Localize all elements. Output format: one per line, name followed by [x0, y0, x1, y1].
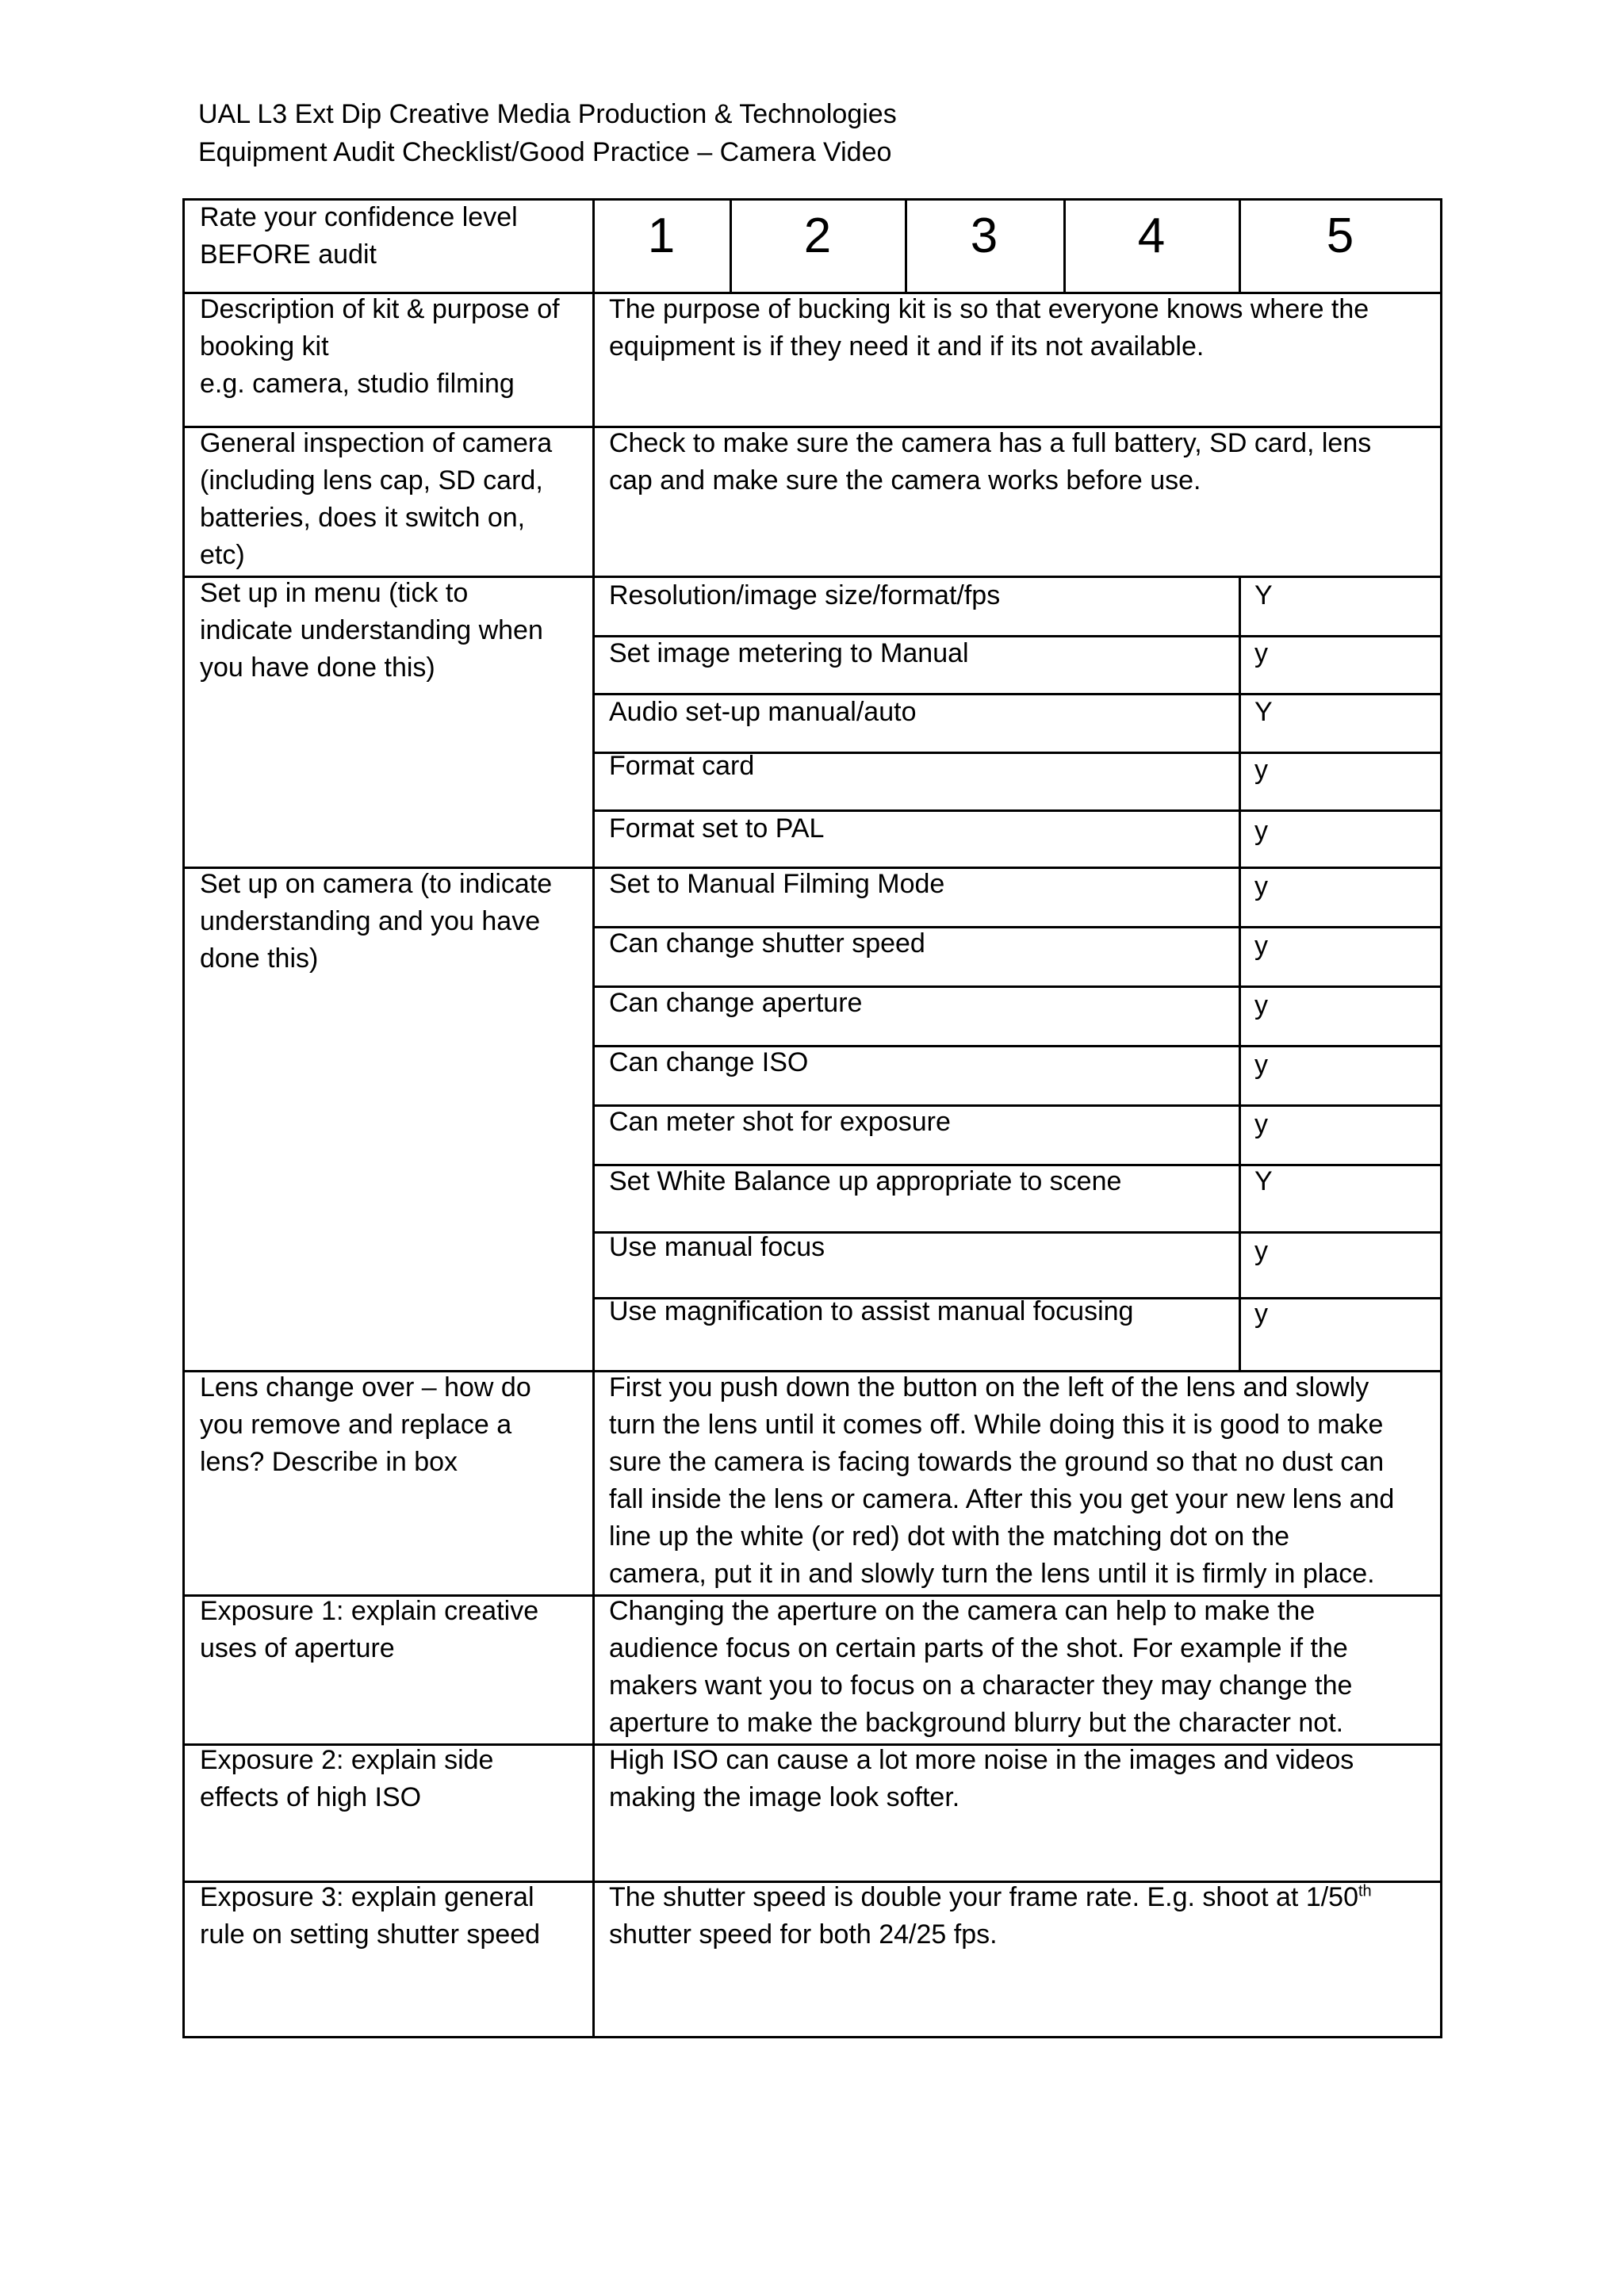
mark-column-divider: [1239, 576, 1241, 1370]
menu-task-mark[interactable]: y: [1254, 755, 1268, 785]
column-divider: [592, 198, 595, 2038]
camera-task-mark[interactable]: y: [1254, 1236, 1268, 1266]
camera-task: Can change aperture: [609, 988, 863, 1018]
course-title: UAL L3 Ext Dip Creative Media Production & Technologies: [198, 99, 897, 129]
exposure2-answer: High ISO can cause a lot more noise in the images and videos making the image look softer.: [609, 1745, 1354, 1812]
menu-task-mark[interactable]: Y: [1254, 697, 1273, 727]
rating-3[interactable]: 3: [970, 209, 998, 263]
lens-change-answer: First you push down the button on the left of the lens and slowly turn the lens until it comes off. While doing this it is good to make sure the camera is facing towards the ground so that no dust can fall inside the lens or camera. After this you get your new lens and line up the white (or red) dot with the matching dot on the camera, put it in and slowly turn the lens until it is firmly in place.: [609, 1372, 1395, 1589]
confidence-label: Rate your confidence level BEFORE audit: [200, 202, 518, 270]
camera-task: Use manual focus: [609, 1232, 825, 1262]
rating-divider: [1239, 198, 1241, 292]
camera-task-mark[interactable]: y: [1254, 1050, 1268, 1080]
menu-task-mark[interactable]: y: [1254, 638, 1268, 668]
exposure3-answer: The shutter speed is double your frame rate. E.g. shoot at 1/50th shutter speed for both 24/25 fps.: [609, 1882, 1372, 1950]
camera-task-mark[interactable]: Y: [1254, 1166, 1273, 1196]
document-header: [198, 95, 897, 171]
camera-task: Can meter shot for exposure: [609, 1107, 951, 1137]
document-title: Equipment Audit Checklist/Good Practice – Camera Video: [198, 137, 892, 167]
menu-task: Format set to PAL: [609, 813, 825, 844]
table-border-left: [182, 198, 185, 2038]
exposure3-label: Exposure 3: explain general rule on setting shutter speed: [200, 1882, 541, 1950]
rating-divider: [1063, 198, 1066, 292]
table-border-bottom: [182, 2036, 1442, 2038]
rating-4[interactable]: 4: [1137, 209, 1166, 263]
menu-setup-label: Set up in menu (tick to indicate understanding when you have done this): [200, 578, 543, 683]
rating-5[interactable]: 5: [1326, 209, 1354, 263]
exposure1-answer: Changing the aperture on the camera can help to make the audience focus on certain parts of the shot. For example if the makers want you to focus on a character they may change the aperture to make the background blurry but the character not.: [609, 1596, 1353, 1738]
exposure1-label: Exposure 1: explain creative uses of aperture: [200, 1596, 539, 1663]
camera-task: Set White Balance up appropriate to scene: [609, 1166, 1122, 1196]
camera-task-mark[interactable]: y: [1254, 990, 1268, 1020]
menu-task: Resolution/image size/format/fps: [609, 580, 1001, 610]
menu-task-mark[interactable]: Y: [1254, 580, 1273, 610]
menu-task: Set image metering to Manual: [609, 638, 969, 668]
rating-2[interactable]: 2: [803, 209, 832, 263]
table-border-right: [1440, 198, 1442, 2038]
menu-task-mark[interactable]: y: [1254, 816, 1268, 846]
description-answer: The purpose of bucking kit is so that everyone knows where the equipment is if they need it and if its not available.: [609, 294, 1369, 362]
camera-task-mark[interactable]: y: [1254, 1299, 1268, 1329]
camera-task: Can change shutter speed: [609, 928, 925, 959]
rating-divider: [905, 198, 907, 292]
lens-change-label: Lens change over – how do you remove and replace a lens? Describe in box: [200, 1372, 531, 1477]
inspection-answer: Check to make sure the camera has a full battery, SD card, lens cap and make sure the camera works before use.: [609, 428, 1372, 496]
inspection-label: General inspection of camera (including lens cap, SD card, batteries, does it switch on, etc): [200, 428, 553, 570]
menu-task: Format card: [609, 751, 755, 781]
exposure2-label: Exposure 2: explain side effects of high ISO: [200, 1745, 494, 1812]
menu-task: Audio set-up manual/auto: [609, 697, 917, 727]
camera-task: Can change ISO: [609, 1047, 809, 1077]
camera-task-mark[interactable]: y: [1254, 1109, 1268, 1139]
camera-task-mark[interactable]: y: [1254, 871, 1268, 901]
camera-task: Set to Manual Filming Mode: [609, 869, 945, 899]
rating-divider: [730, 198, 732, 292]
camera-task-mark[interactable]: y: [1254, 931, 1268, 961]
camera-setup-label: Set up on camera (to indicate understanding and you have done this): [200, 869, 553, 974]
description-label: Description of kit & purpose of booking kit e.g. camera, studio filming: [200, 294, 560, 399]
rating-1[interactable]: 1: [647, 209, 676, 263]
camera-task: Use magnification to assist manual focusing: [609, 1296, 1134, 1326]
